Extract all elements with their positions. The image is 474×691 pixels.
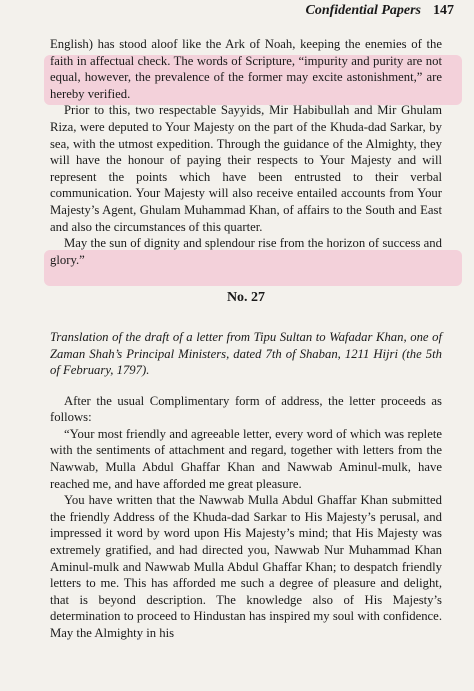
running-header [305,3,454,19]
running-header-title: Confidential Papers [305,3,421,18]
paragraph-ark-of-noah: English) has stood aloof like the Ark of Noah, keeping the enemies of the faith in affectual check. The words of Scripture, “impurity and purity are not equal, however, the prevalence of the former may excite astonishment,” are hereby verified. [50,37,442,101]
paragraph-address: After the usual Complimentary form of address, the letter proceeds as follows: [50,393,442,425]
page-body [50,36,442,642]
letter-heading: No. 27 [226,290,266,306]
page-number: 147 [433,3,454,18]
paragraph-written: You have written that the Nawwab Mulla Abdul Ghaffar Khan submitted the friendly Address of the Khuda-dad Sarkar to His Majesty’s perusal, and impressed it word by word upon His Majesty’s mind; that His Majesty was extremely gratified, and had directed you, Nawwab Nur Muhammad Khan Aminul-mulk and Nawwab Mulla Abdul Ghaffar Khan; to despatch friendly letters to me. This has afforded me such a degree of pleasure and delight, that is beyond description. The knowledge also of His Majesty’s determination to proceed to Hindustan has inspired my soul with confidence. May the Almighty in his [50,493,442,640]
translation-note: Translation of the draft of a letter from Tipu Sultan to Wafadar Khan, one of Zaman Shah’s Principal Ministers, dated 7th of Shaban, 1211 Hijri (the 5th of February, 1797). [50,329,442,378]
paragraph-sun-of-dignity: May the sun of dignity and splendour rise from the horizon of success and glory.” [50,236,442,267]
paragraph-sayyids: Prior to this, two respectable Sayyids, Mir Habibullah and Mir Ghulam Riza, were deputed to Your Majesty on the part of the Khuda-dad Sarkar, by sea, with the utmost expedition. Through the guidance of the Almighty, they will have the honour of paying their respects to Your Majesty and will represent the points which have been entrusted to their verbal communication. Your Majesty will also receive entailed accounts from Your Majesty’s Agent, Ghulam Muhammad Khan, of affairs to the South and East and also the circumstances of this quarter. [50,103,442,234]
paragraph-friendly-letter: “Your most friendly and agreeable letter, every word of which was replete with the sentiments of attachment and regard, together with letters from the Nawwab, Mulla Abdul Ghaffar Khan and Nawwab Aminul-mulk, have reached me, and have afforded me great pleasure. [50,426,442,491]
